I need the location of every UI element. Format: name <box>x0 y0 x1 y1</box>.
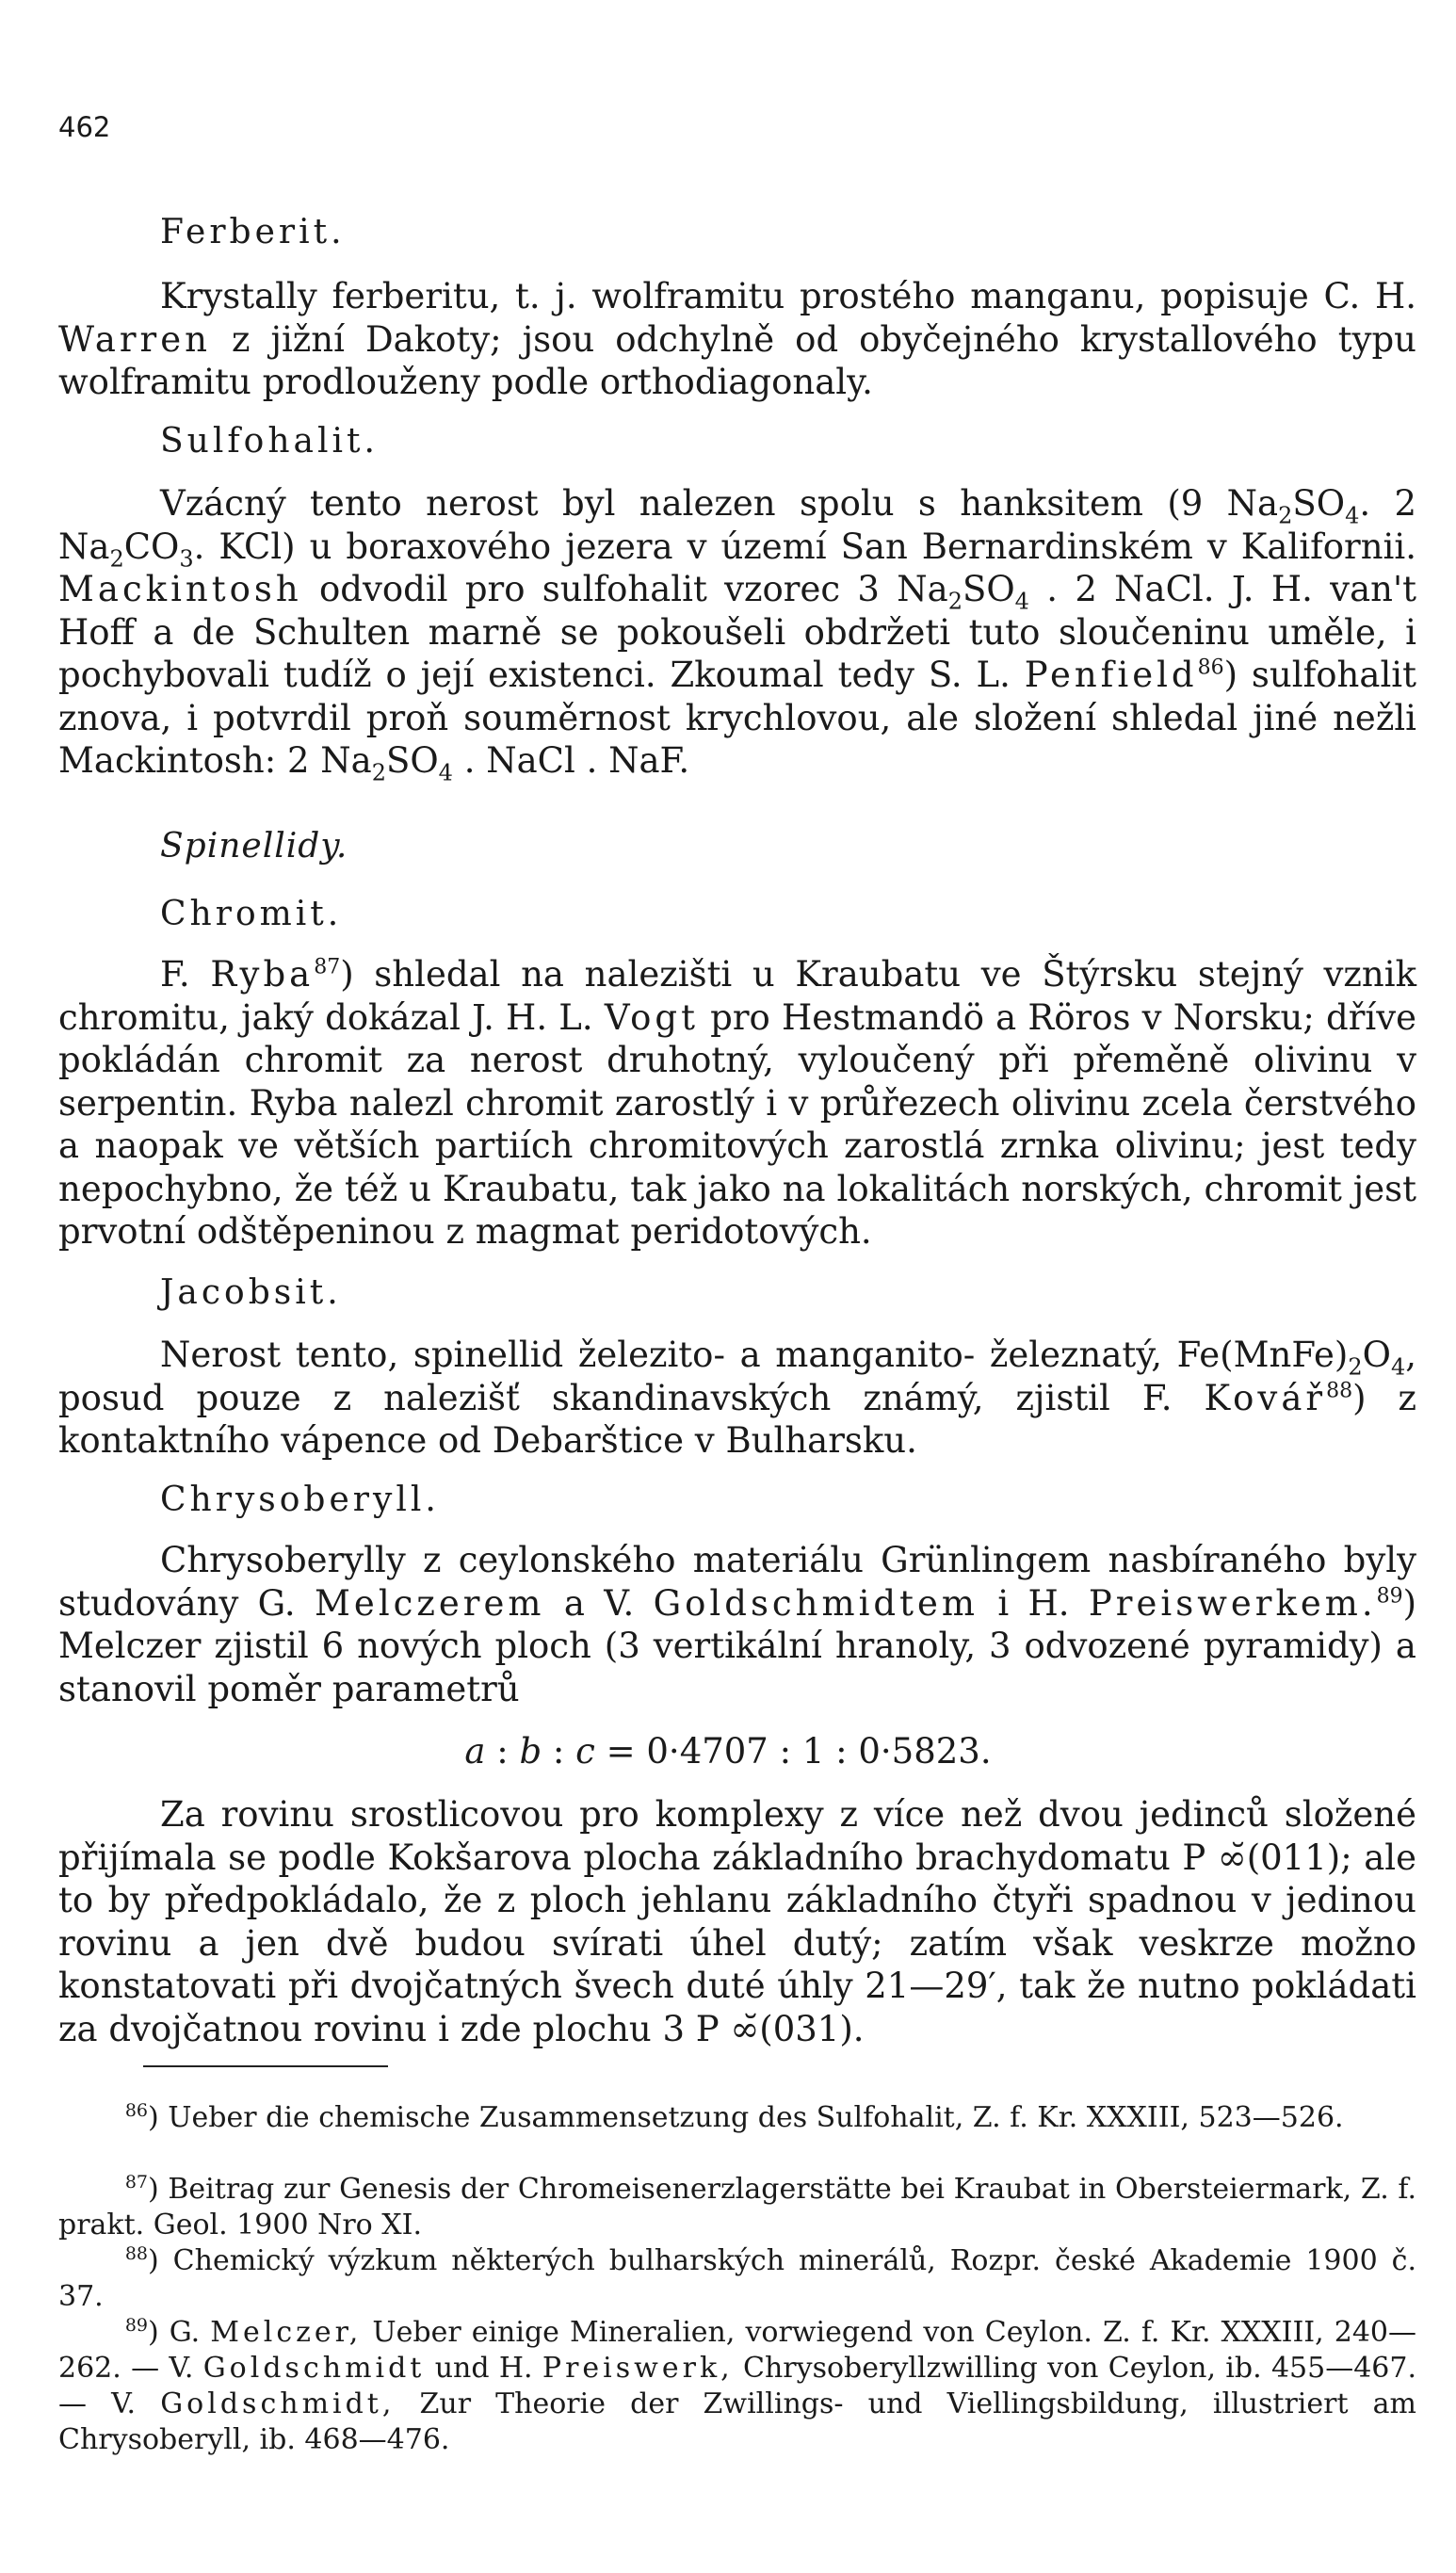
section-heading-jacobsit: Jacobsit. <box>160 1273 342 1312</box>
page-number: 462 <box>58 111 111 143</box>
footnote-divider <box>143 2065 388 2067</box>
section-heading-spinellidy: Spinellidy. <box>160 827 348 866</box>
footnote-87: $^{87}$) Beitrag zur Genesis der Chromeisenerzlagerstätte bei Kraubat in Obersteiermark, Z. f. prakt. Geol. 1900 Nro XI. <box>58 2172 1416 2241</box>
footnote-86: $^{86}$) Ueber die chemische Zusammensetzung des Sulfohalit, Z. f. Kr. XXXIII, 523—526. <box>124 2100 1344 2134</box>
paragraph-chromit: F. Ryba$^{87}$) shledal na nalezišti u Kraubatu ve Štýrsku stejný vznik chromitu, jaký dokázal J. H. L. Vogt pro Hestmandö a Röros v Norsku; dříve pokládán chromit za nerost druhotný, vyloučený při přeměně olivinu v serpentin. Ryba nalezl chromit zarostlý i v průřezech olivinu zcela čerstvého a naopak ve větších partiích chromitových zarostlá zrnka olivinu; jest tedy nepochybno, že též u Kraubatu, tak jako na lokalitách norských, chromit jest prvotní odštěpeninou z magmat peridotových. <box>58 954 1417 1252</box>
paragraph-sulfohalit: Vzácný tento nerost byl nalezen spolu s hanksitem (9 $Na_2SO_4$. 2 $Na_2CO_3$. KCl) u boraxového jezera v území San Bernardinském v Kalifornii. Mackintosh odvodil pro sulfohalit vzorec 3 $Na_2SO_4$ . 2 NaCl. J. H. van't Hoff a de Schulten marně se pokoušeli obdržeti tuto sloučeninu uměle, i pochybovali tudíž o její existenci. Zkoumal tedy S. L. Penfield$^{86}$) sulfohalit znova, i potvrdil proň souměrnost krychlovou, ale složení shledal jiné nežli Mackintosh: 2 $Na_2SO_4$ . NaCl . NaF. <box>58 483 1417 786</box>
axial-ratio-formula: a : b : c = 0·4707 : 1 : 0·5823. <box>464 1731 992 1772</box>
section-heading-chrysoberyll: Chrysoberyll. <box>160 1481 440 1519</box>
footnote-89: $^{89}$) G. Melczer, Ueber einige Mineralien, vorwiegend von Ceylon. Z. f. Kr. XXXIII, 240—262. — V. Goldschmidt und H. Preiswerk, Chrysoberyllzwilling von Ceylon, ib. 455—467. — V. Goldschmidt, Zur Theorie der Zwillings- und Viellingsbildung, illustriert am Chrysoberyll, ib. 468—476. <box>58 2315 1417 2456</box>
section-heading-chromit: Chromit. <box>160 895 343 933</box>
section-heading-sulfohalit: Sulfohalit. <box>160 422 379 461</box>
footnote-88: $^{88}$) Chemický výzkum některých bulharských minerálů, Rozpr. české Akademie 1900 č. 37. <box>58 2243 1416 2313</box>
paragraph-chrysoberyll-1: Chrysoberylly z ceylonského materiálu Grünlingem nasbíraného byly studovány G. Melczerem a V. Goldschmidtem i H. Preiswerkem.$^{89}$) Melczer zjistil 6 nových ploch (3 vertikální hranoly, 3 odvozené pyramidy) a stanovil poměr parametrů <box>58 1540 1417 1709</box>
paragraph-ferberit: Krystally ferberitu, t. j. wolframitu prostého manganu, popisuje C. H. Warren z jižní Dakoty; jsou odchylně od obyčejného krystallového typu wolframitu prodlouženy podle orthodiagonaly. <box>58 276 1416 402</box>
paragraph-chrysoberyll-2: Za rovinu srostlicovou pro komplexy z více než dvou jedinců složené přijímala se podle Kokšarova plocha základního brachydomatu P ∞̆(011); ale to by předpokládalo, že z ploch jehlanu základního čtyři spadnou v jedinou rovinu a jen dvě budou svírati úhel dutý; zatím však veskrze možno konstatovati při dvojčatných švech duté úhly 21—29′, tak že nutno pokládati za dvojčatnou rovinu i zde plochu 3 P ∞̆(031). <box>58 1794 1417 2049</box>
paragraph-jacobsit: Nerost tento, spinellid železito- a manganito- železnatý, $Fe(MnFe)_2O_4$, posud pouze z nalezišť skandinavských známý, zjistil F. Kovář$^{88}$) z kontaktního vápence od Debarštice v Bulharsku. <box>58 1335 1416 1461</box>
section-heading-ferberit: Ferberit. <box>160 213 346 251</box>
